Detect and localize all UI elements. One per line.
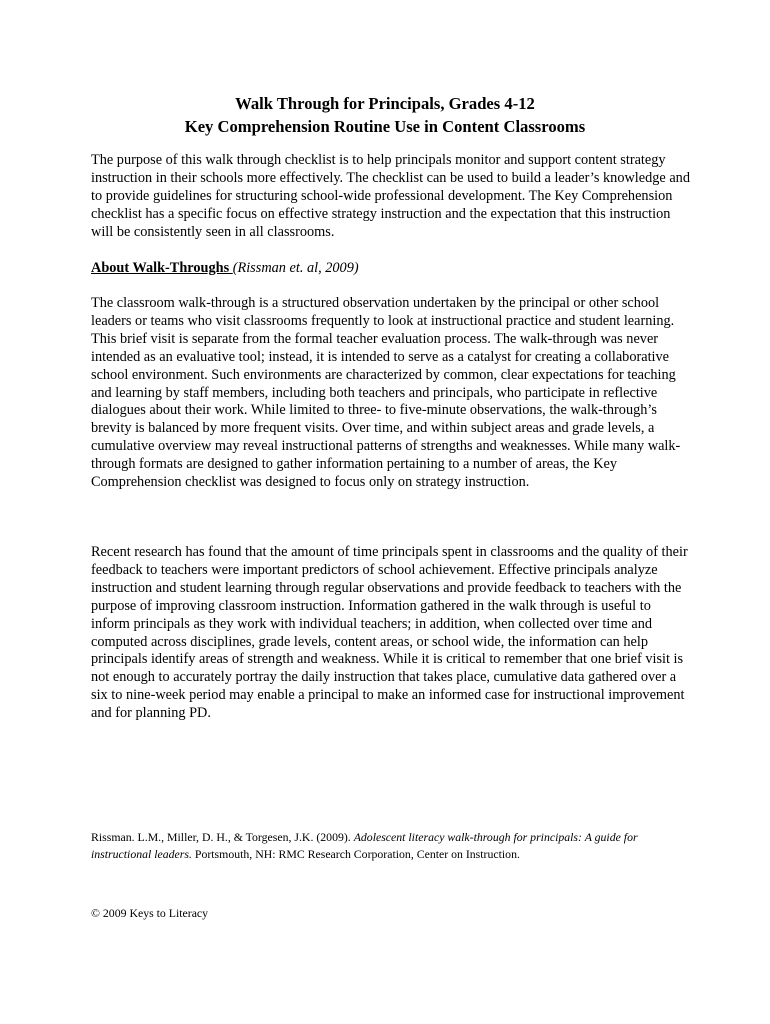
document-title-line-2: Key Comprehension Routine Use in Content Classrooms xyxy=(184,117,586,136)
section-heading-line xyxy=(91,260,691,278)
copyright-notice: © 2009 Keys to Literacy xyxy=(91,906,209,920)
reference-publisher: Portsmouth, NH: RMC Research Corporation, Center on Instruction. xyxy=(191,846,520,861)
section-heading-citation: (Rissman et. al, 2009) xyxy=(232,260,359,276)
reference-citation xyxy=(91,829,691,862)
document-title-line-1: Walk Through for Principals, Grades 4-12 xyxy=(235,94,535,113)
section-heading: About Walk-Throughs xyxy=(91,260,233,276)
research-paragraph: Recent research has found that the amount of time principals spent in classrooms and the quality of their feedback to teachers were important predictors of school achievement. Effective principals analyze instruction and student learning through regular observations and provide feedback to teachers with the purpose of improving classroom instruction. Information gathered in the walk through is useful to inform principals as they work with individual teachers; in addition, when collected over time and computed across disciplines, grade levels, content areas, or school wide, the information can help principals identify areas of strength and weakness. While it is critical to remember that one brief visit is not enough to accurately portray the daily instruction that takes place, cumulative data gathered over a six to nine-week period may enable a principal to make an informed case for instructional improvement and for planning PD. xyxy=(91,544,688,722)
reference-title: Adolescent literacy walk-through for principals: A guide for instructional leaders. xyxy=(91,830,638,861)
walkthrough-paragraph: The classroom walk-through is a structured observation undertaken by the principal or other school leaders or teams who visit classrooms frequently to look at instructional practice and student learning. This brief visit is separate from the formal teacher evaluation process. The walk-through was never intended as an evaluative tool; instead, it is intended to serve as a catalyst for creating a collaborative school environment. Such environments are characterized by common, clear expectations for teaching and learning by staff members, including both teachers and principals, who participate in reflective dialogues about their work. While limited to three- to five-minute observations, the walk-through’s brevity is balanced by more frequent visits. Over time, and within subject areas and grade levels, a cumulative overview may reveal instructional patterns of strengths and weaknesses. While many walk-through formats are designed to gather information pertaining to a number of areas, the Key Comprehension checklist was designed to focus only on strategy instruction. xyxy=(91,295,681,491)
reference-authors: Rissman. L.M., Miller, D. H., & Torgesen, J.K. (2009). xyxy=(91,830,354,844)
intro-paragraph: The purpose of this walk through checklist is to help principals monitor and support content strategy instruction in their schools more effectively. The checklist can be used to build a leader’s knowledge and to provide guidelines for structuring school-wide professional development. The Key Comprehension checklist has a specific focus on effective strategy instruction and the expectation that this instruction will be consistently seen in all classrooms. xyxy=(91,152,690,240)
